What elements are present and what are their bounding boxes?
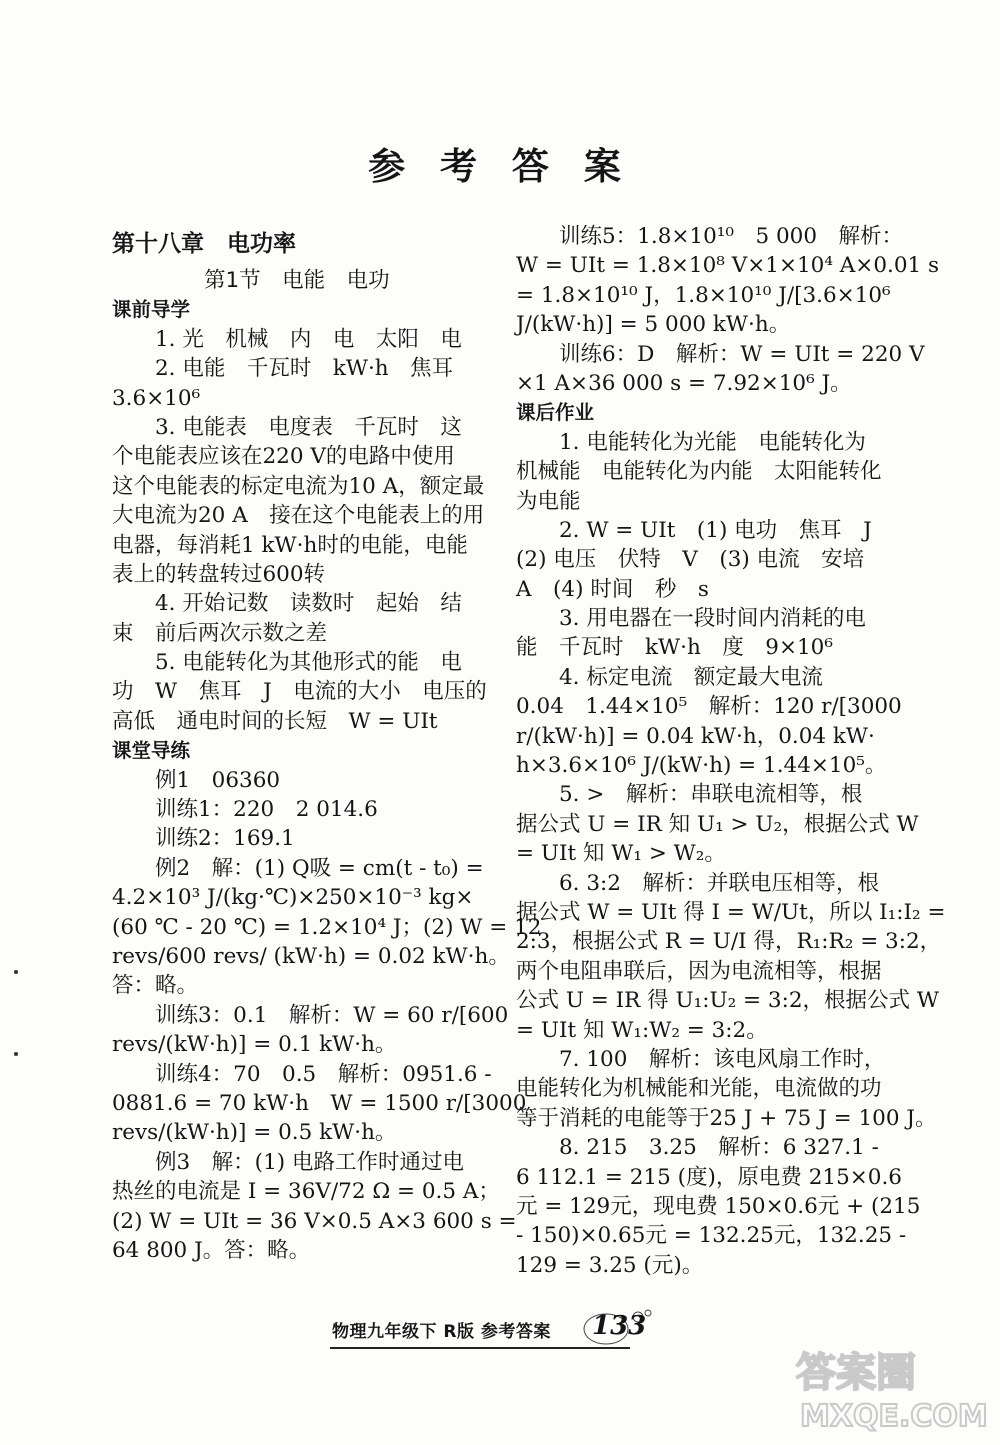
page-number: 133 [592,1311,647,1341]
answer-line: 两个电阻串联后，因为电流相等，根据 [516,958,882,984]
answer-line: 例1 06360 [155,767,281,793]
answer-line: 训练2：169.1 [155,826,295,852]
answer-line: J/(kW·h)] = 5 000 kW·h。 [516,312,791,338]
answer-line: 元 = 129元，现电费 150×0.6元 + (215 [516,1193,921,1219]
answer-line: (2) W = UIt = 36 V×0.5 A×3 600 s = [112,1208,517,1234]
answer-line: 答：略。 [112,973,199,999]
answer-line: 电器，每消耗1 kW·h时的电能，电能 [112,532,468,558]
answer-line: 这个电能表的标定电流为10 A，额定最 [112,473,485,499]
answer-line: 129 = 3.25 (元)。 [516,1252,704,1278]
answer-line: - 150)×0.65元 = 132.25元，132.25 - [516,1223,907,1249]
answer-line: 个电能表应该在220 V的电路中使用 [112,444,455,470]
answer-line: 训练5：1.8×10¹⁰ 5 000 解析： [559,224,904,249]
answer-line: revs/(kW·h)] = 0.1 kW·h。 [112,1032,397,1058]
answer-line: 据公式 U = IR 知 U₁ > U₂，根据公式 W [516,811,919,837]
answer-line: 公式 U = IR 得 U₁:U₂ = 3:2，根据公式 W [516,988,939,1014]
answer-line: 0.04 1.44×10⁵ 解析：120 r/[3000 [516,694,902,720]
answer-line: 束 前后两次示数之差 [112,620,328,646]
answer-line: 7. 100 解析：该电风扇工作时， [559,1046,886,1072]
answer-line: 8. 215 3.25 解析：6 327.1 - [559,1135,879,1161]
answer-line: 等于消耗的电能等于25 J + 75 J = 100 J。 [516,1105,937,1131]
right-column [516,222,946,1280]
answer-line: ×1 A×36 000 s = 7.92×10⁶ J。 [516,370,852,396]
section-heading: 课后作业 [516,401,595,425]
answer-line: 训练1：220 2 014.6 [155,797,378,823]
answer-line: 大电流为20 A 接在这个电能表上的用 [112,503,485,529]
chapter-heading: 第十八章 电功率 [112,231,296,257]
answer-line: 机械能 电能转化为内能 太阳能转化 [516,459,882,485]
answer-line: 功 W 焦耳 J 电流的大小 电压的 [112,679,487,705]
footer-label: 物理九年级下 R版 参考答案 [332,1322,551,1342]
answer-line: 例2 解：(1) Q吸 = cm(t - t₀) = [155,855,484,881]
answer-line: 训练6：D 解析：W = UIt = 220 V [559,341,925,367]
answer-line: 3. 电能表 电度表 千瓦时 这 [155,414,462,440]
watermark-logo [786,1340,986,1440]
answer-line: r/(kW·h)] = 0.04 kW·h，0.04 kW· [516,723,875,749]
answer-line: 表上的转盘转过600转 [112,561,326,587]
answer-line: 3. 用电器在一段时间内消耗的电 [559,606,866,632]
answer-line: 训练4：70 0.5 解析：0951.6 - [155,1061,492,1087]
answer-line: 2:3，根据公式 R = U/I 得，R₁:R₂ = 3:2， [516,929,942,955]
footer-rule [330,1347,630,1349]
answer-line: = 1.8×10¹⁰ J，1.8×10¹⁰ J/[3.6×10⁶ [516,282,891,308]
page-title: 参 考 答 案 [368,145,632,188]
answer-line: 例3 解：(1) 电路工作时通过电 [155,1149,464,1175]
answer-line: = UIt 知 W₁ > W₂。 [516,841,726,867]
answer-line: 4. 开始记数 读数时 起始 结 [155,591,462,617]
answer-line: W = UIt = 1.8×10⁸ V×1×10⁴ A×0.01 s [516,253,940,279]
answer-line: 3.6×10⁶ [112,385,201,411]
page-footer [310,1309,690,1355]
answer-line: 2. W = UIt (1) 电功 焦耳 J [559,517,872,543]
subsection-heading: 第1节 电能 电功 [204,268,390,293]
section-heading: 课堂导练 [112,739,191,763]
answer-line: 4. 标定电流 额定最大电流 [559,664,823,690]
answer-line: 0881.6 = 70 kW·h W = 1500 r/[3000 [112,1090,527,1116]
answer-line: 1. 光 机械 内 电 太阳 电 [155,326,462,352]
answer-line: 4.2×10³ J/(kg·℃)×250×10⁻³ kg× [112,885,474,911]
answer-line: 6. 3:2 解析：并联电压相等，根 [559,870,879,896]
answer-line: 训练3：0.1 解析：W = 60 r/[600 [155,1002,509,1028]
watermark-en: MXQE.COM [800,1399,988,1434]
answer-line: h×3.6×10⁶ J/(kW·h) = 1.44×10⁵。 [516,753,887,779]
answer-line: (60 ℃ - 20 ℃) = 1.2×10⁴ J；(2) W = 12 [112,914,542,940]
answer-line: 6 112.1 = 215 (度)，原电费 215×0.6 [516,1164,902,1190]
answer-line: 电能转化为机械能和光能，电流做的功 [516,1076,882,1102]
answer-line: revs/600 revs/ (kW·h) = 0.02 kW·h。 [112,943,510,969]
answer-line: 能 千瓦时 kW·h 度 9×10⁶ [516,635,833,661]
answer-line: (2) 电压 伏特 V (3) 电流 安培 [516,547,865,573]
answer-line: 64 800 J。答：略。 [112,1237,311,1263]
left-column [112,222,542,1265]
answer-line: 2. 电能 千瓦时 kW·h 焦耳 [155,356,454,382]
answer-line: = UIt 知 W₁:W₂ = 3:2。 [516,1017,768,1043]
answer-line: 据公式 W = UIt 得 I = W/Ut，所以 I₁:I₂ = [516,899,946,925]
answer-line: 5. 电能转化为其他形式的能 电 [155,650,462,676]
margin-dot [14,1052,18,1056]
answer-line: 高低 通电时间的长短 W = UIt [112,708,438,734]
section-heading: 课前导学 [112,298,191,322]
answer-line: 1. 电能转化为光能 电能转化为 [559,429,866,455]
margin-dot [14,970,18,974]
answer-line: 为电能 [516,488,581,514]
watermark-cn: 答案圈 [796,1350,916,1396]
answer-line: revs/(kW·h)] = 0.5 kW·h。 [112,1120,397,1146]
answer-line: A (4) 时间 秒 s [516,576,709,602]
answer-line: 热丝的电流是 I = 36V/72 Ω = 0.5 A； [112,1179,500,1205]
answer-line: 5. > 解析：串联电流相等，根 [559,782,863,808]
